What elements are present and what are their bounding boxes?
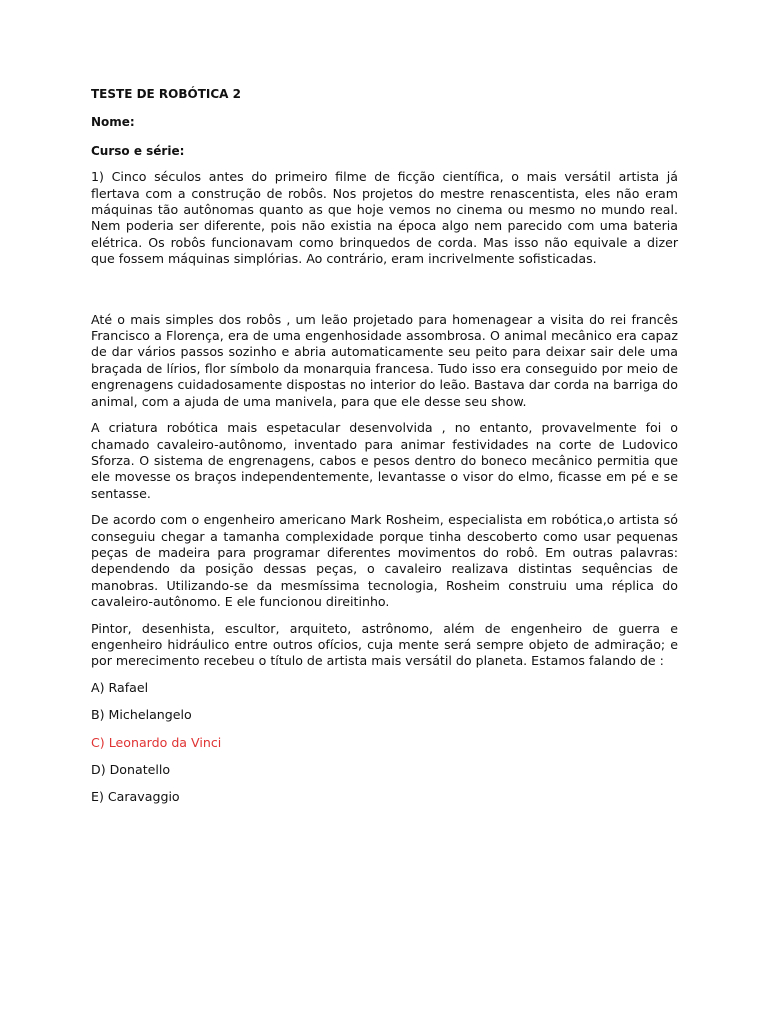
document-page <box>91 86 678 817</box>
answer-options <box>91 680 678 806</box>
question-prompt-paragraph: Pintor, desenhista, escultor, arquiteto, astrônomo, além de engenheiro de guerra e engenheiro hidráulico entre outros ofícios, cuja mente será sempre objeto de admiração; e por merecimento recebeu o título de artista mais versátil do planeta. Estamos falando de : <box>91 620 678 669</box>
course-label: Curso e série: <box>91 143 185 158</box>
question-intro-paragraph: 1) Cinco séculos antes do primeiro filme de ficção científica, o mais versátil artista já flertava com a construção de robôs. Nos projetos do mestre renascentista, eles não eram máquinas tão autônomas quanto as que hoje vemos no cinema ou mesmo no mundo real. Nem poderia ser diferente, pois não existia na época algo nem parecido com uma bateria elétrica. Os robôs funcionavam como brinquedos de corda. Mas isso não equivale a dizer que fossem máquinas simplórias. Ao contrário, eram incrivelmente sofisticadas. <box>91 169 678 267</box>
lion-paragraph: Até o mais simples dos robôs , um leão projetado para homenagear a visita do rei francês Francisco a Florença, era de uma engenhosidade assombrosa. O animal mecânico era capaz de dar vários passos sozinho e abria automaticamente seu peito para deixar sair dele uma braçada de lírios, flor símbolo da monarquia francesa. Tudo isso era conseguido por meio de engrenagens cuidadosamente dispostas no interior do leão. Bastava dar corda na barriga do animal, com a ajuda de uma manivela, para que ele desse seu show. <box>91 311 678 409</box>
option-e: E) Caravaggio <box>91 789 180 805</box>
option-a: A) Rafael <box>91 679 149 695</box>
name-label: Nome: <box>91 115 135 130</box>
option-d: D) Donatello <box>91 762 171 777</box>
rosheim-paragraph: De acordo com o engenheiro americano Mark Rosheim, especialista em robótica,o artista só conseguiu chegar a tamanha complexidade porque tinha descoberto como usar pequenas peças de madeira para programar diferentes movimentos do robô. Em outras palavras: dependendo da posição dessas peças, o cavaleiro realizava distintas sequências de manobras. Utilizando-se da mesmíssima tecnologia, Rosheim construiu uma réplica do cavaleiro-autônomo. E ele funcionou direitinho. <box>91 512 678 610</box>
option-b: B) Michelangelo <box>91 707 192 723</box>
option-c-correct: C) Leonardo da Vinci <box>91 734 222 750</box>
document-title: TESTE DE ROBÓTICA 2 <box>91 87 241 101</box>
knight-paragraph: A criatura robótica mais espetacular desenvolvida , no entanto, provavelmente foi o chamado cavaleiro-autônomo, inventado para animar festividades na corte de Ludovico Sforza. O sistema de engrenagens, cabos e pesos dentro do boneco mecânico permitia que ele movesse os braços independentemente, levantasse o visor do elmo, ficasse em pé e se sentasse. <box>91 420 678 501</box>
